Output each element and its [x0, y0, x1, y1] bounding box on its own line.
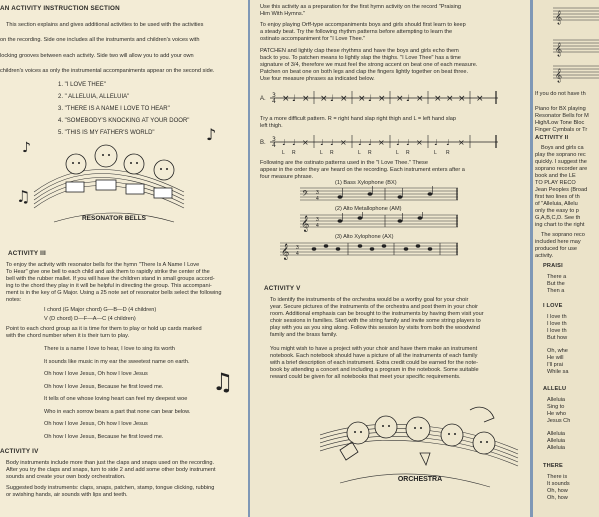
text-line: To Hear" give one bell to each child and ask them to rapidly strike the center of the	[6, 269, 210, 275]
svg-text:×: ×	[458, 138, 465, 147]
svg-text:♫: ♫	[16, 187, 31, 206]
chord-i: I chord (G Major chord) G—B—D (4 children)	[44, 307, 157, 313]
text-line: Patchen on beat one on both legs and clap the fingers lightly together on beat three.	[260, 69, 469, 75]
svg-text:×: ×	[458, 94, 466, 104]
song-item: 2. " ALLELUIA, ALLELUIA"	[58, 94, 130, 100]
svg-text:×: ×	[340, 94, 348, 104]
svg-text:3: 3	[272, 92, 276, 99]
text-line: Oh, how	[547, 495, 568, 501]
svg-text:𝄞: 𝄞	[555, 68, 563, 82]
text-line: TO PLAY RECO	[535, 180, 576, 186]
svg-text:4: 4	[296, 251, 299, 257]
svg-text:𝄢: 𝄢	[302, 190, 309, 201]
text-line: Alleluia	[547, 445, 566, 451]
svg-text:×: ×	[378, 94, 386, 104]
text-line: To enjoy playing Orff-type accompaniments boys and girls should first learn to keep	[260, 22, 466, 28]
heading-allelu: ALLELU	[543, 386, 567, 392]
text-line: Oh, how	[547, 488, 568, 494]
svg-text:×: ×	[416, 138, 423, 147]
text-line: You might wish to have a project with your choir and have them make an instrument	[270, 346, 478, 352]
svg-text:×: ×	[340, 138, 347, 147]
svg-text:𝄞: 𝄞	[301, 216, 310, 232]
text-line: To identify the instruments of the orchestra would be a worthy goal for your choir	[270, 297, 469, 303]
rhythm-a-label: A.	[260, 96, 266, 102]
orchestra-label: ORCHESTRA	[397, 476, 443, 483]
child-faces-icon	[347, 416, 495, 454]
text-line: There a	[547, 274, 567, 280]
svg-text:×: ×	[282, 94, 290, 104]
rhythm-pattern-a	[270, 88, 500, 108]
text-line: The soprano reco	[541, 232, 585, 238]
text-line: G,A,B,C,D. See th	[535, 215, 581, 221]
svg-text:×: ×	[302, 138, 309, 147]
text-line: play with you as you sing along. Follow this session by visits from both the woodwind	[270, 325, 480, 331]
text-line: Following are the ostinato patterns used in the "I Love Thee." These	[260, 160, 428, 166]
text-line: Jean Peoples (Broad	[535, 187, 588, 193]
text-line: only the easy to p	[535, 208, 579, 214]
svg-text:♪: ♪	[22, 140, 31, 156]
text-line: book and the LE	[535, 173, 576, 179]
lyric-line: Oh how I love Jesus, Because he first loved me.	[44, 433, 164, 440]
instrument-label: (3) Alto Xylophone (AX)	[335, 234, 394, 240]
text-line: appear in the order they are heard on the recording. Each instrument enters after a	[260, 167, 465, 173]
text-line: Point to each chord group as it is time for them to play or hold up cards marked	[6, 326, 202, 332]
text-line: with the chord number when it is their turn to play.	[6, 333, 130, 339]
resonator-bells-illustration	[14, 122, 234, 232]
text-line: produced for use	[535, 246, 577, 252]
text-line: first two lines of th	[535, 194, 580, 200]
text-line: room. Additional emphasis can be brought to the instruments by having them visit your	[270, 311, 484, 317]
text-line: ing to the chord they play in it will be helpful in directing the group. This accompani-	[6, 283, 212, 289]
activity5-title: ACTIVITY V	[264, 285, 301, 292]
lyric-line: It tells of one whose loving heart can feel my deepest woe	[44, 396, 188, 402]
text-line: notebook. Each notebook should have a picture of all the instruments of each family	[270, 353, 478, 359]
text-line: If you do not have th	[535, 91, 586, 97]
activity2-title: ACTIVITY II	[535, 135, 569, 141]
svg-text:×: ×	[320, 94, 328, 104]
lyric-line: Who in each sorrow bears a part that none can bear below.	[44, 408, 191, 415]
text-line: To enjoy the activity with resonator bells for the hymn "There Is A Name I Love	[6, 262, 200, 268]
svg-text:♩: ♩	[282, 138, 286, 147]
svg-text:𝄞: 𝄞	[281, 244, 290, 260]
text-line: He will	[547, 355, 564, 361]
svg-text:R: R	[368, 150, 372, 156]
svg-text:×: ×	[378, 138, 385, 147]
text-line: ment is in the key of G Major. Using a 25 note set of resonator bells select the following	[6, 290, 222, 296]
intro-line: This section explains and gives additional activities to be used with the activities	[6, 22, 204, 28]
text-line: sounds and create your own body orchestration.	[6, 474, 126, 480]
text-line: soprano recorder are	[535, 166, 588, 172]
text-line: Use this activity as a preparation for the first hymn activity on the record "Praising	[260, 4, 461, 10]
svg-text:♩: ♩	[330, 94, 335, 104]
svg-text:4: 4	[316, 196, 319, 202]
music-note-icon	[16, 125, 216, 206]
text-line: family and the brass family.	[270, 332, 338, 338]
text-line: I love th	[547, 321, 567, 327]
right-page	[533, 0, 599, 517]
text-line: There is	[547, 474, 568, 480]
text-line: Sing to	[547, 404, 565, 410]
svg-text:R: R	[406, 150, 410, 156]
svg-text:♩: ♩	[368, 138, 372, 147]
svg-text:𝄞: 𝄞	[555, 42, 563, 56]
text-line: quickly. I suggest the	[535, 159, 587, 165]
text-line: PATCHEN and lightly clap these rhythms and have the boys and girls echo them	[260, 48, 459, 54]
text-line: bell with the rubber mallet. If you will have the children stand in small groups accord-	[6, 276, 215, 282]
text-line: But the	[547, 281, 565, 287]
text-line: Use four measure phrases as indicated below.	[260, 76, 375, 82]
svg-text:L: L	[396, 150, 399, 156]
svg-text:♩: ♩	[446, 138, 450, 147]
text-line: He who	[547, 411, 566, 417]
left-page	[0, 0, 248, 517]
song-item: 3. "THERE IS A NAME I LOVE TO HEAR"	[58, 106, 170, 112]
svg-text:×: ×	[476, 94, 484, 104]
lyric-line: Oh how I love Jesus, Oh how I love Jesus	[44, 371, 148, 377]
intro-line: locking grooves between each activity. Side two will allow you to add your own	[0, 53, 194, 59]
instrument-label: (1) Bass Xylophone (BX)	[335, 180, 397, 186]
heading-praise: PRAISI	[543, 263, 563, 269]
chord-v7: V (D chord) D—F—A—C (4 children)	[44, 316, 136, 322]
text-line: ostinato accompaniment for "I Love Thee."	[260, 36, 366, 42]
svg-text:𝄞: 𝄞	[555, 10, 563, 24]
svg-text:×: ×	[434, 94, 442, 104]
text-line: Body instruments include more than just the claps and snaps used on the recording.	[6, 460, 215, 466]
text-line: Alleluia	[547, 431, 566, 437]
svg-text:×: ×	[446, 94, 454, 104]
svg-text:3: 3	[272, 136, 276, 143]
svg-text:L: L	[320, 150, 323, 156]
svg-text:♩: ♩	[330, 138, 334, 147]
activity4-title: ACTIVITY IV	[0, 448, 39, 455]
svg-text:L: L	[434, 150, 437, 156]
text-line: Him With Hymns."	[260, 11, 306, 17]
svg-text:R: R	[446, 150, 450, 156]
svg-text:♩: ♩	[292, 138, 296, 147]
text-line: Alleluia	[547, 397, 566, 403]
lyric-line: Oh how I love Jesus, Because he first loved me.	[44, 383, 164, 390]
text-line: with a brief description of each instrument. Extra credit could be earned for the note-	[270, 360, 479, 366]
svg-text:3: 3	[316, 217, 319, 223]
svg-text:♩: ♩	[358, 138, 362, 147]
activity3-title: ACTIVITY III	[8, 250, 46, 257]
text-line: Alleluia	[547, 438, 566, 444]
svg-text:♪: ♪	[206, 125, 217, 144]
svg-text:×: ×	[396, 94, 404, 104]
alto-xylophone-staff	[280, 240, 460, 260]
text-line: year. Secure pictures of the instruments of the orchestra and post them in your choir	[270, 304, 479, 310]
svg-text:4: 4	[316, 223, 319, 229]
text-line: notes:	[6, 297, 22, 303]
svg-text:3: 3	[296, 245, 299, 251]
bells-label: RESONATOR BELLS	[81, 215, 147, 222]
text-line: reward could be given for all notebooks that meet your specific requirements.	[270, 374, 461, 380]
text-line: choir sessions in families. Start with the string family and invite some string players to	[270, 318, 481, 324]
text-line: Suggested body instruments: claps, snaps, patchen, stamp, tongue clicking, rubbing	[6, 485, 215, 491]
svg-text:♩: ♩	[320, 138, 324, 147]
svg-text:♩: ♩	[368, 94, 373, 104]
instrument-label: (2) Alto Metallophone (AM)	[335, 206, 402, 212]
text-line: of "Alleluia, Allelu	[535, 201, 578, 207]
rhythm-b-label: B.	[260, 140, 266, 146]
text-line: play the soprano rec	[535, 152, 586, 158]
lyric-line: It sounds like music in my ear the sweetest name on earth.	[44, 358, 190, 365]
svg-text:×: ×	[358, 94, 366, 104]
music-note-icon	[210, 366, 240, 396]
text-line: High/Low Tone Bloc	[535, 120, 585, 126]
text-line: left thigh.	[260, 123, 283, 129]
svg-text:×: ×	[302, 94, 310, 104]
alto-metallophone-staff	[300, 212, 460, 232]
hymn-lyrics	[44, 343, 190, 443]
middle-page	[250, 0, 530, 517]
svg-text:♩: ♩	[396, 138, 400, 147]
svg-text:♫: ♫	[212, 368, 234, 396]
song-item: 5. "THIS IS MY FATHER'S WORLD"	[58, 130, 155, 136]
intro-line: children's voices as only the instrumental accompaniments appear on the second side.	[0, 68, 215, 74]
svg-text:♩: ♩	[434, 138, 438, 147]
text-line: Then a	[547, 288, 565, 294]
text-line: ing chart to the right	[535, 222, 585, 228]
text-line: Try a more difficult pattern. R = right hand slap right thigh and L = left hand slap	[260, 116, 456, 122]
orchestra-illustration	[320, 395, 520, 505]
text-line: I'll prai	[547, 362, 563, 368]
text-line: Jesus Ch	[547, 418, 571, 424]
svg-text:♩: ♩	[406, 138, 410, 147]
fingering-chart	[553, 4, 599, 84]
lyric-line: Oh how I love Jesus, Oh how I love Jesus	[44, 421, 148, 427]
text-line: Resonator Bells for M	[535, 113, 589, 119]
text-line: After you try the claps and snaps, turn to side 2 and add some other body instrument	[6, 467, 216, 473]
svg-text:4: 4	[272, 98, 276, 105]
text-line: I love th	[547, 328, 567, 334]
text-line: Boys and girls ca	[541, 145, 584, 151]
svg-text:L: L	[282, 150, 285, 156]
song-item: 1. "I LOVE THEE"	[58, 82, 106, 88]
song-item: 4. "SOMEBODY'S KNOCKING AT YOUR DOOR"	[58, 118, 190, 124]
svg-text:×: ×	[416, 94, 424, 104]
heading-there: THERE	[543, 463, 563, 469]
text-line: I love th	[547, 314, 567, 320]
text-line: included here may	[535, 239, 581, 245]
text-line: It sounds	[547, 481, 570, 487]
svg-text:3: 3	[316, 190, 319, 196]
text-line: book by attending a concert and including a program in the notebook. Some suitable	[270, 367, 479, 373]
svg-text:R: R	[292, 150, 296, 156]
svg-text:R: R	[330, 150, 334, 156]
text-line: four measure phrase.	[260, 174, 314, 180]
text-line: Piano for BX playing	[535, 106, 586, 112]
text-line: activity.	[535, 253, 554, 259]
intro-line: on the recording. Side one includes all the instruments and children's voices with	[0, 37, 200, 43]
text-line: But how	[547, 335, 568, 341]
heading-love: I LOVE	[543, 303, 563, 309]
section-title: AN ACTIVITY INSTRUCTION SECTION	[0, 5, 120, 12]
text-line: While sa	[547, 369, 569, 375]
text-line: back to you. To patchen means to lightly slap the thighs. "I Love Thee" has a time	[260, 55, 461, 61]
rhythm-pattern-b	[270, 132, 500, 156]
text-line: signature of 3/4, therefore we must feel the strong accent on beat one of each measure.	[260, 62, 478, 68]
svg-text:4: 4	[272, 142, 276, 149]
text-line: Finger Cymbals or Tr	[535, 127, 588, 133]
svg-text:L: L	[358, 150, 361, 156]
bass-xylophone-staff	[300, 186, 460, 204]
svg-text:♩: ♩	[292, 94, 297, 104]
text-line: Oh, whe	[547, 348, 568, 354]
text-line: or swishing hands, air sounds with lips and teeth.	[6, 492, 128, 498]
text-line: a steady beat. Try the following rhythm patterns before attempting to learn the	[260, 29, 453, 35]
svg-text:♩: ♩	[406, 94, 411, 104]
lyric-line: There is a name I love to hear, I love to sing its worth	[44, 346, 175, 352]
